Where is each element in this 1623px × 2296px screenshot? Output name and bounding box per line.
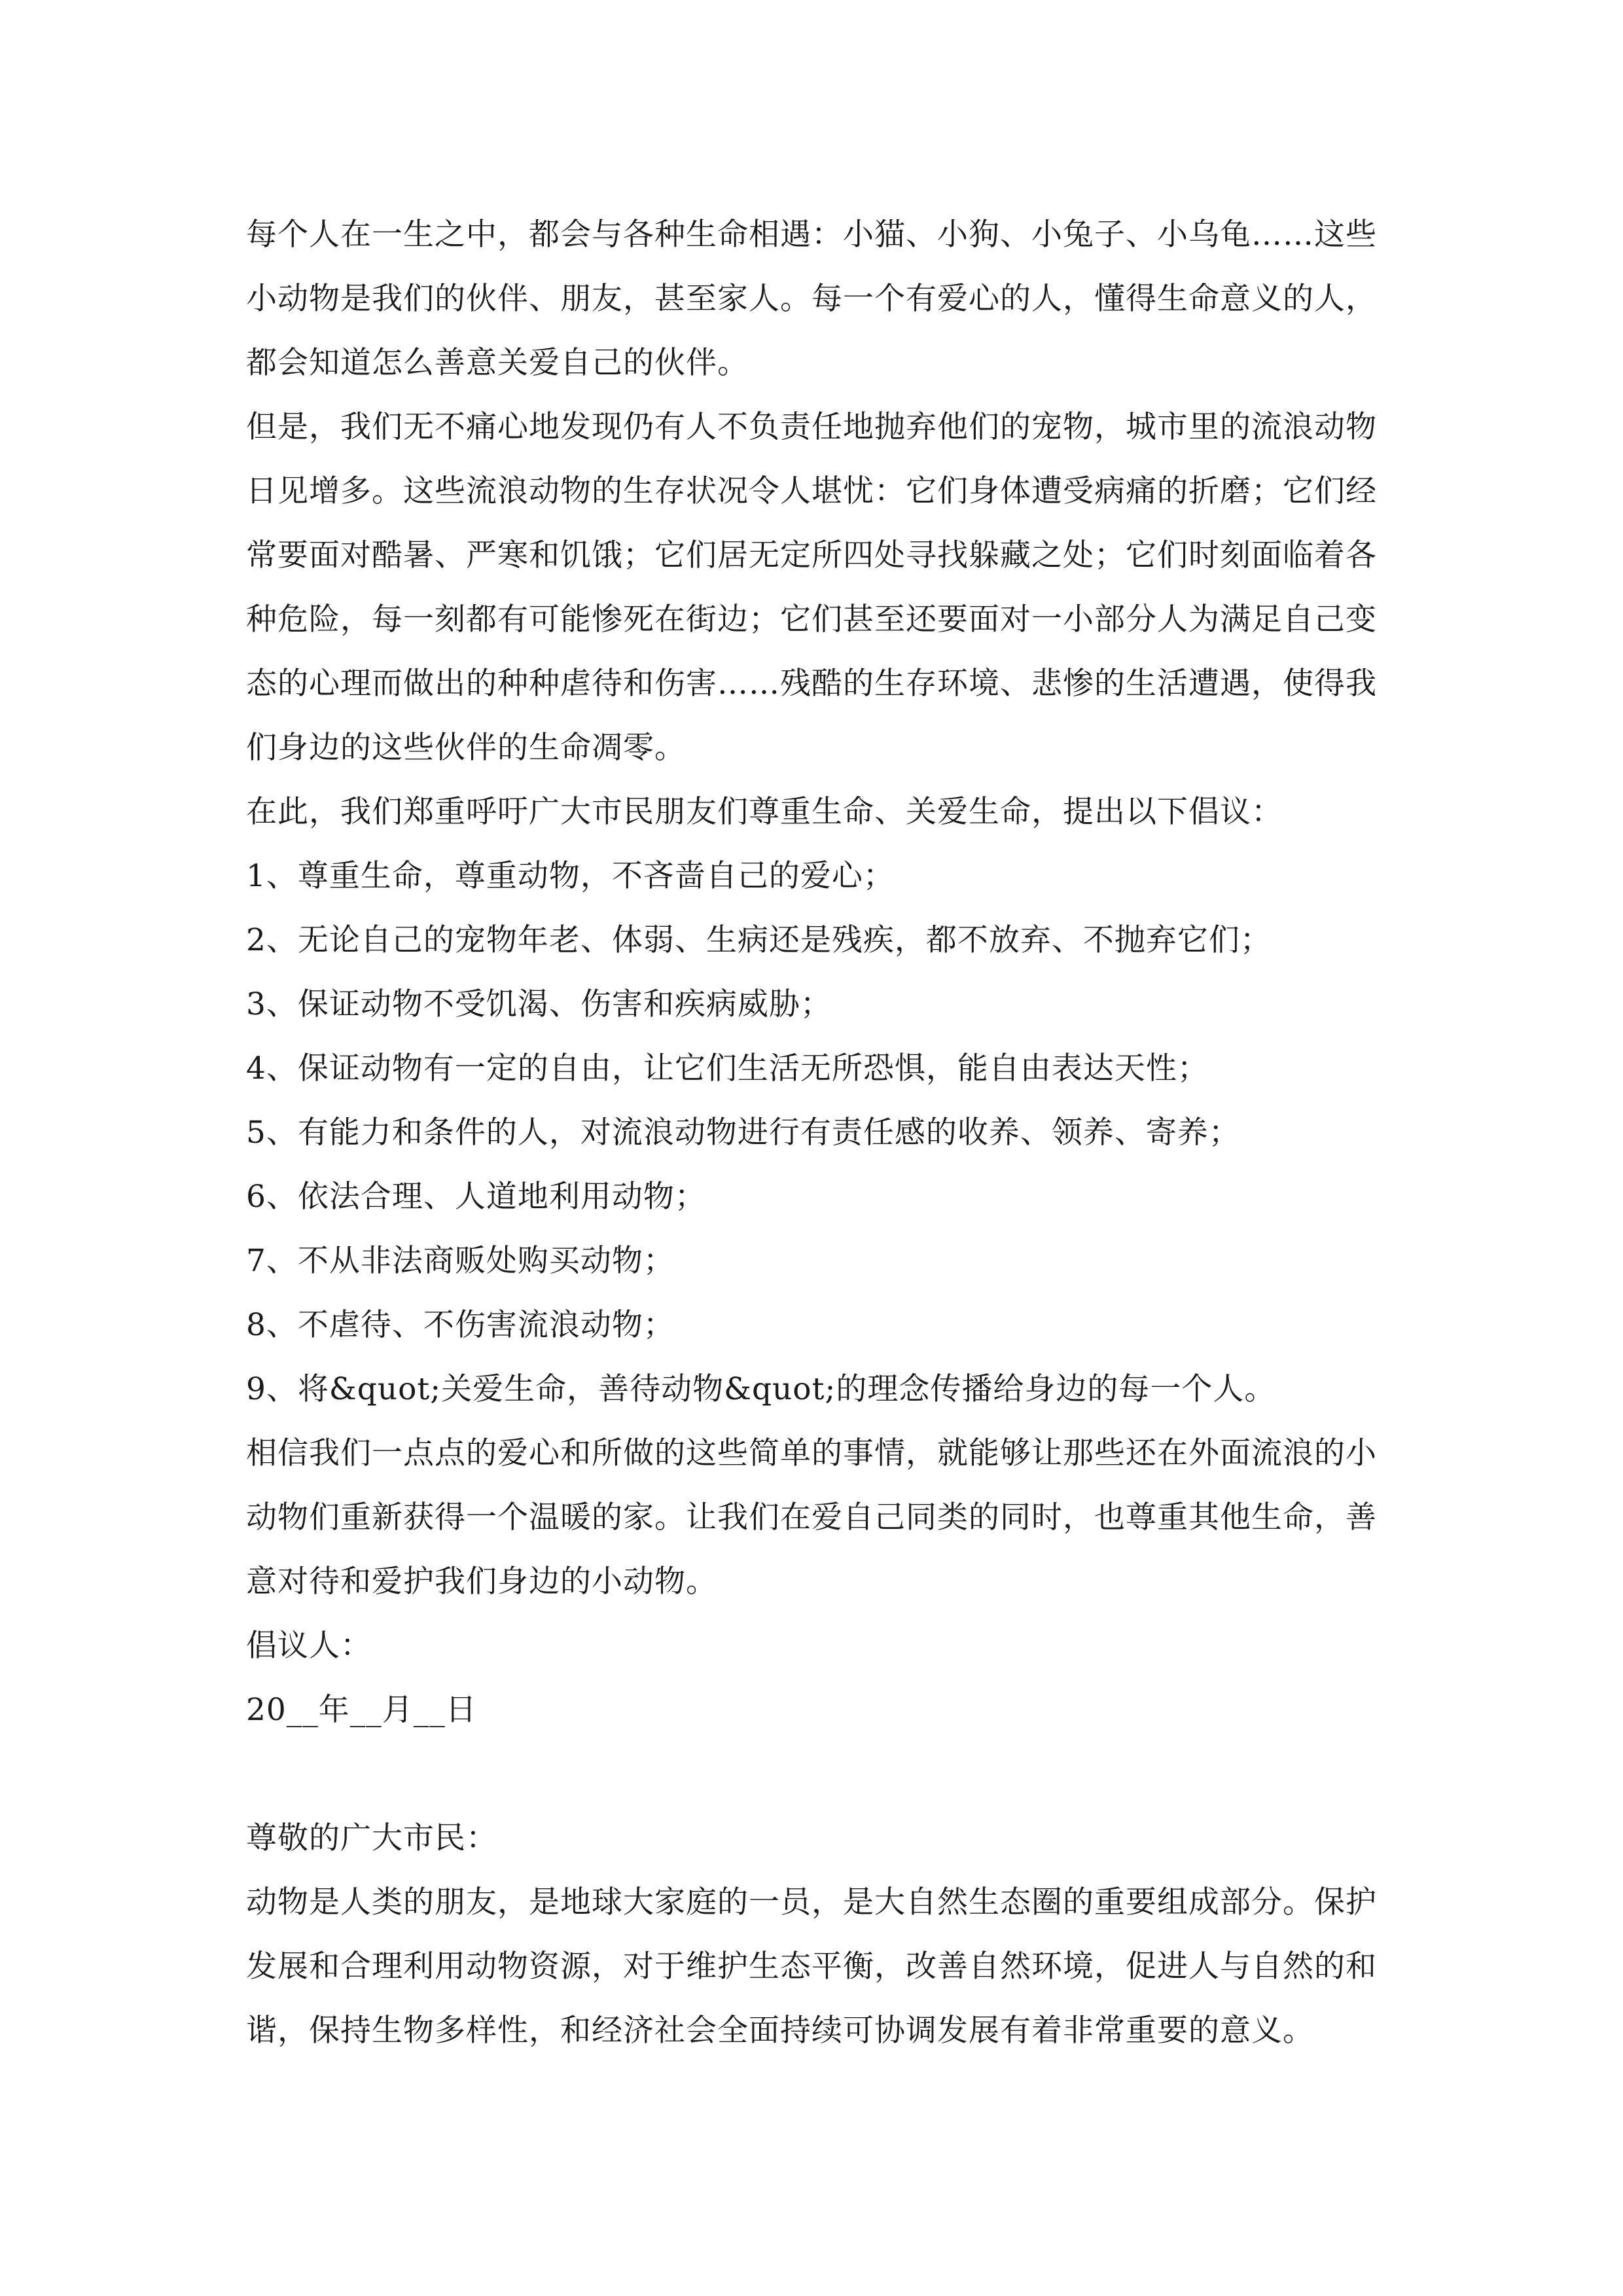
signer-label: 倡议人： [246,1628,372,1664]
appeal-paragraph: 在此，我们郑重呼吁广大市民朋友们尊重生命、关爱生命，提出以下倡议： [246,794,1283,830]
second-letter-body: 动物是人类的朋友，是地球大家庭的一员，是大自然生态圈的重要组成部分。保护发展和合理利用动物资源，对于维护生态平衡，改善自然环境，促进人与自然的和谐，保持生物多样性，和经济社会全面持续可协调发展有着非常重要的意义。 [246,1884,1377,2049]
document-body [246,203,1377,2063]
closing-paragraph: 相信我们一点点的爱心和所做的这些简单的事情，就能够让那些还在外面流浪的小动物们重新获得一个温暖的家。让我们在爱自己同类的同时，也尊重其他生命，善意对待和爱护我们身边的小动物。 [246,1435,1377,1600]
proposal-item: 7、不从非法商贩处购买动物； [246,1243,675,1279]
proposal-item: 2、无论自己的宠物年老、体弱、生病还是残疾，都不放弃、不抛弃它们； [246,922,1272,958]
intro-paragraph: 每个人在一生之中，都会与各种生命相遇：小猫、小狗、小兔子、小乌龟……这些小动物是我们的伙伴、朋友，甚至家人。每一个有爱心的人，懂得生命意义的人，都会知道怎么善意关爱自己的伙伴。 [246,217,1377,381]
proposal-item: 9、将&quot;关爱生命，善待动物&quot;的理念传播给身边的每一个人。 [246,1371,1276,1407]
proposal-item: 3、保证动物不受饥渴、伤害和疾病威胁； [246,986,832,1022]
proposal-item: 6、依法合理、人道地利用动物； [246,1179,706,1215]
salutation: 尊敬的广大市民： [246,1820,497,1856]
proposal-item: 1、尊重生命，尊重动物，不吝啬自己的爱心； [246,858,895,894]
proposal-item: 8、不虐待、不伤害流浪动物； [246,1307,675,1343]
section-gap [246,1742,1377,1806]
proposal-item: 5、有能力和条件的人，对流浪动物进行有责任感的收养、领养、寄养； [246,1115,1240,1151]
proposal-item: 4、保证动物有一定的自由，让它们生活无所恐惧，能自由表达天性； [246,1050,1209,1086]
problem-paragraph: 但是，我们无不痛心地发现仍有人不负责任地抛弃他们的宠物，城市里的流浪动物日见增多。这些流浪动物的生存状况令人堪忧：它们身体遭受病痛的折磨；它们经常要面对酷暑、严寒和饥饿；它们居无定所四处寻找躲藏之处；它们时刻面临着各种危险，每一刻都有可能惨死在街边；它们甚至还要面对一小部分人为满足自己变态的心理而做出的种种虐待和伤害……残酷的生存环境、悲惨的生活遭遇，使得我们身边的这些伙伴的生命凋零。 [246,409,1377,766]
date-line: 20__年__月__日 [246,1692,477,1728]
